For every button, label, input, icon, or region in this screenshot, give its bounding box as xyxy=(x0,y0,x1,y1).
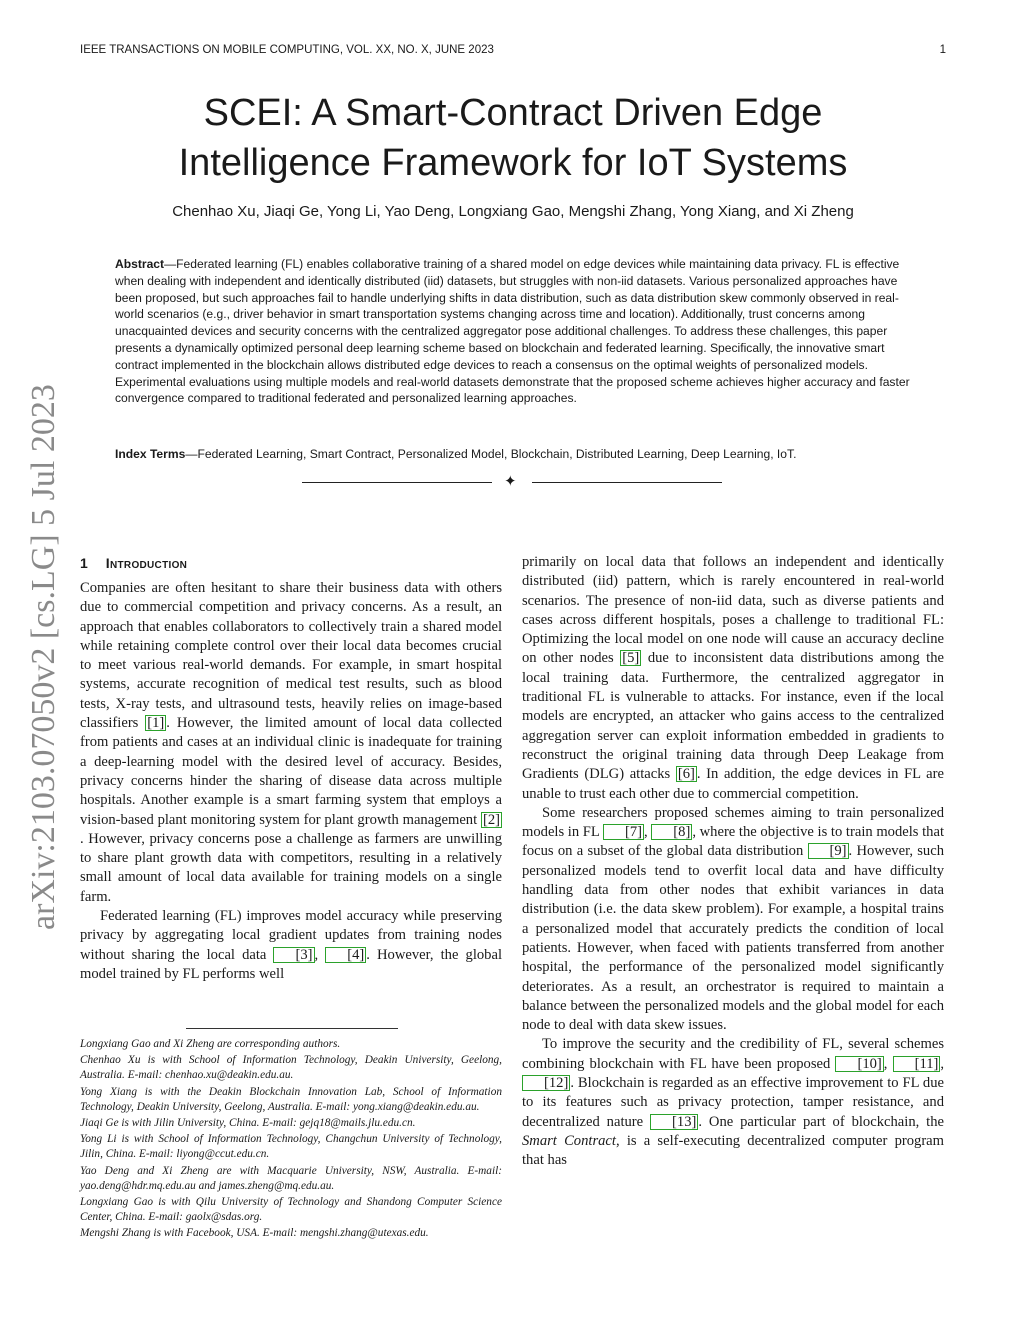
intro-paragraph-3: primarily on local data that follows an independent and identically distributed (iid) pattern, which is rarely encountered in real-world scenarios. The presence of non-iid data, such as diverse patients and cases across different hospitals, poses a challenge to traditional FL: Optimizing the local model on one node will cause an accuracy decline on other nodes [5] due to inconsistent data distributions among the local training data. Furthermore, the centralized aggregator in traditional FL is vulnerable to attacks. For instance, even if the local models are encrypted, an attacker who gains access to the centralized aggregation server can exploit information embedded in gradients to reconstruct the original training data through Deep Leakage from Gradients (DLG) attacks [6] . In addition, the edge devices in FL are unable to trust each other due to commercial competition. xyxy=(522,554,945,802)
footnote: Longxiang Gao is with Qilu University of Technology and Shandong Computer Science Center, China. E-mail: gaolx@sdas.org. xyxy=(80,1196,502,1224)
intro-paragraph-2: Federated learning (FL) improves model accuracy while preserving privacy by aggregating local gradient updates from training nodes without sharing the local data [3] , [4] . However, the global model trained by FL performs well xyxy=(80,908,503,982)
citation-link[interactable]: [3] xyxy=(273,947,314,963)
index-terms xyxy=(115,446,912,463)
footnote: Yong Li is with School of Information Technology, Changchun University of Technology, Jilin, China. E-mail: liyong@ccut.edu.cn. xyxy=(80,1133,502,1161)
title-line-2: Intelligence Framework for IoT Systems xyxy=(178,142,848,184)
running-header xyxy=(80,44,946,56)
divider-line-left xyxy=(302,482,492,483)
footnote: Mengshi Zhang is with Facebook, USA. E-mail: mengshi.zhang@utexas.edu. xyxy=(80,1227,429,1240)
intro-paragraph-5: To improve the security and the credibility of FL, several schemes combining blockchain with FL have been proposed [10] , [11] , [12] . Blockchain is regarded as an effective improvement to FL due to its features such as privacy protection, tamper resistance, and decentralized nature [13] . One particular part of blockchain, the Smart Contract, is a self-executing decentralized computer program that has xyxy=(522,1036,945,1169)
divider-star-icon: ✦ xyxy=(504,474,517,490)
footnote: Yong Xiang is with the Deakin Blockchain Innovation Lab, School of Information Technology, Deakin University, Geelong, Australia. E-mail: yong.xiang@deakin.edu.au. xyxy=(80,1085,502,1113)
index-terms-label: Index Terms xyxy=(115,447,186,461)
title-line-1: SCEI: A Smart-Contract Driven Edge xyxy=(203,92,823,134)
paper-title xyxy=(80,88,946,188)
citation-link[interactable]: [10] xyxy=(835,1056,883,1072)
citation-link[interactable]: [13] xyxy=(650,1114,698,1130)
abstract xyxy=(115,256,912,407)
abstract-label: Abstract xyxy=(115,257,165,271)
intro-paragraph-1: Companies are often hesitant to share their business data with others due to commercial competition and privacy concerns. As a result, an approach that enables collaborators to collectively train a shared model while retaining complete control over their local data becomes crucial to meet various real-world demands. For example, in smart hospital systems, accurate recognition of medical test results, such as blood tests, X-ray tests, and ultrasound tests, heavily relies on image-based classifiers [1] . However, the limited amount of local data collected from patients and cases at an individual clinic is inadequate for training a deep-learning model with the desired level of accuracy. Besides, privacy concerns hinder the sharing of disease data across multiple hospitals. Another example is a smart farming system that employs a vision-based plant monitoring system for plant growth management [2]. However, privacy concerns pose a challenge as farmers are unwilling to share plant growth data with competitors, resulting in a relatively small amount of local data available for training models on a single farm. xyxy=(80,580,502,905)
citation-link[interactable]: [7] xyxy=(603,824,644,840)
intro-paragraph-4: Some researchers proposed schemes aiming to train personalized models in FL [7] , [8] , where the objective is to train models that focus on a subset of the global data distribution [9] . However, such personalized models tend to overfit local data and have difficulty handling data from other nodes that exhibit variances in data distribution (i.e. the data skew problem). For example, a hospital trains a personalized model that accurately predicts the condition of local patients. However, when faced with patients transferred from another hospital, the performance of the personalized model significantly deteriorates. As a result, an orchestrator is required to maintain a balance between the personalized models and the global model for each node to deal with data skew issues. xyxy=(522,804,945,1034)
journal-header: IEEE TRANSACTIONS ON MOBILE COMPUTING, VOL. XX, NO. X, JUNE 2023 xyxy=(80,44,494,56)
section-title: Introduction xyxy=(105,555,188,571)
citation-link[interactable]: [4] xyxy=(325,947,366,963)
body-column-right xyxy=(522,553,944,1171)
citation-link[interactable]: [9] xyxy=(808,843,849,859)
citation-link[interactable]: [11] xyxy=(893,1056,941,1072)
section-divider xyxy=(302,475,722,491)
footnote: Longxiang Gao and Xi Zheng are corresponding authors. xyxy=(80,1038,341,1050)
citation-link[interactable]: [1] xyxy=(147,715,165,732)
page-number: 1 xyxy=(939,44,946,56)
arxiv-watermark: arXiv:2103.07050v2 [cs.LG] 5 Jul 2023 xyxy=(25,384,62,930)
footnotes xyxy=(80,1037,502,1242)
footnote-rule xyxy=(186,1028,398,1029)
section-heading xyxy=(80,553,502,573)
citation-link[interactable]: [8] xyxy=(651,824,692,840)
footnote: Yao Deng and Xi Zheng are with Macquarie University, NSW, Australia. E-mail: yao.deng@hdr.mq.edu.au and james.zheng@mq.edu.au. xyxy=(80,1164,502,1192)
index-terms-text: —Federated Learning, Smart Contract, Personalized Model, Blockchain, Distributed Learning, Deep Learning, IoT. xyxy=(185,447,797,461)
citation-link[interactable]: [12] xyxy=(522,1075,570,1091)
author-list: Chenhao Xu, Jiaqi Ge, Yong Li, Yao Deng, Longxiang Gao, Mengshi Zhang, Yong Xiang, and Xi Zheng xyxy=(172,203,854,220)
citation-link[interactable]: [5] xyxy=(622,650,640,667)
abstract-text: —Federated learning (FL) enables collaborative training of a shared model on edge devices while maintaining data privacy. FL is effective when dealing with independent and identically distributed (iid) datasets, but struggles with non-iid datasets. Various personalized approaches have been proposed, but such approaches fail to handle underlying shifts in data distribution, such as data distribution skew commonly observed in real-world scenarios (e.g., driver behavior in smart transportation systems changing across time and location). Additionally, trust concerns among unacquainted devices and security concerns with the centralized aggregator pose additional challenges. To address these challenges, this paper presents a dynamically optimized personal deep learning scheme based on blockchain and federated learning. Specifically, the innovative smart contract implemented in the blockchain allows distributed edge devices to reach a consensus on the optimal weights of personalized models. Experimental evaluations using multiple models and real-world datasets demonstrate that the proposed scheme achieves higher accuracy and faster convergence compared to traditional federated and personalized learning approaches. xyxy=(115,257,910,406)
footnote: Chenhao Xu is with School of Information Technology, Deakin University, Geelong, Australia. E-mail: chenhao.xu@deakin.edu.au. xyxy=(80,1054,502,1082)
citation-link[interactable]: [6] xyxy=(677,766,695,783)
section-number: 1 xyxy=(80,555,88,571)
body-column-left xyxy=(80,553,502,984)
emphasis-term: Smart Contract xyxy=(522,1132,616,1149)
divider-line-right xyxy=(532,482,722,483)
footnote: Jiaqi Ge is with Jilin University, China. E-mail: gejq18@mails.jlu.edu.cn. xyxy=(80,1117,416,1130)
citation-link[interactable]: [2] xyxy=(482,811,500,828)
